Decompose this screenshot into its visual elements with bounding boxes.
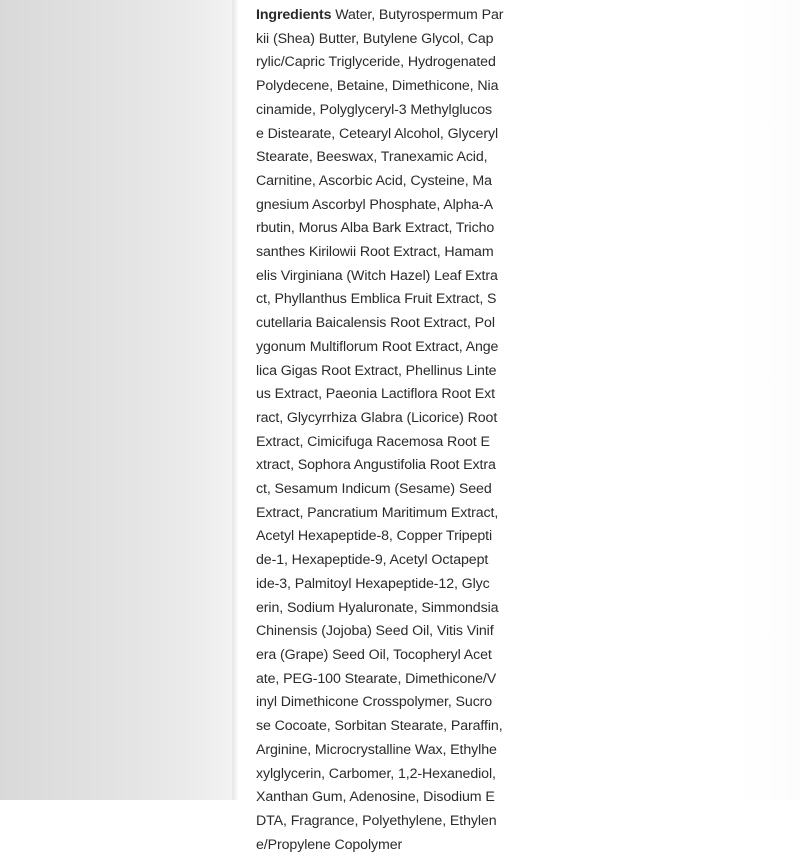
ingredients-line: DTA, Fragrance, Polyethylene, Ethylen xyxy=(256,812,497,829)
ingredients-line: rbutin, Morus Alba Bark Extract, Tricho xyxy=(256,220,495,237)
ingredients-line-text: Water, Butyrospermum Par xyxy=(331,7,504,23)
ingredients-list xyxy=(256,4,556,857)
ingredients-line: ygonum Multiflorum Root Extract, Ange xyxy=(256,338,499,355)
ingredients-line: era (Grape) Seed Oil, Tocopheryl Acet xyxy=(256,646,492,663)
ingredients-line: santhes Kirilowii Root Extract, Hamam xyxy=(256,244,494,261)
ingredients-line: ct, Sesamum Indicum (Sesame) Seed xyxy=(256,481,492,498)
ingredients-heading: Ingredients xyxy=(256,7,332,23)
ingredients-line: Xanthan Gum, Adenosine, Disodium E xyxy=(256,789,495,806)
ingredients-line: ide-3, Palmitoyl Hexapeptide-12, Glyc xyxy=(256,575,490,592)
ingredients-line: Arginine, Microcrystalline Wax, Ethylhe xyxy=(256,741,497,758)
ingredients-line: inyl Dimethicone Crosspolymer, Sucro xyxy=(256,694,493,711)
ingredients-line: de-1, Hexapeptide-9, Acetyl Octapept xyxy=(256,552,489,569)
ingredients-line: Stearate, Beeswax, Tranexamic Acid, xyxy=(256,149,488,166)
ingredients-line: elis Virginiana (Witch Hazel) Leaf Extra xyxy=(256,267,498,284)
ingredients-line: Chinensis (Jojoba) Seed Oil, Vitis Vinif xyxy=(256,623,494,640)
ingredients-line: Acetyl Hexapeptide-8, Copper Tripepti xyxy=(256,528,493,545)
ingredients-line: Polydecene, Betaine, Dimethicone, Nia xyxy=(256,78,499,95)
ingredients-line: xtract, Sophora Angustifolia Root Extra xyxy=(256,457,496,474)
ingredients-line: kii (Shea) Butter, Butylene Glycol, Cap xyxy=(256,30,494,47)
ingredients-line: Extract, Cimicifuga Racemosa Root E xyxy=(256,433,490,450)
ingredients-line: us Extract, Paeonia Lactiflora Root Ext xyxy=(256,386,495,403)
background-shadow xyxy=(0,0,236,800)
ingredients-line: Carnitine, Ascorbic Acid, Cysteine, Ma xyxy=(256,172,492,189)
ingredients-line: se Cocoate, Sorbitan Stearate, Paraffin, xyxy=(256,718,503,735)
ingredients-line xyxy=(256,4,556,28)
ingredients-line: rylic/Capric Triglyceride, Hydrogenated xyxy=(256,54,496,71)
ingredients-line: cutellaria Baicalensis Root Extract, Pol xyxy=(256,315,495,332)
ingredients-line: lica Gigas Root Extract, Phellinus Linte xyxy=(256,362,497,379)
ingredients-line: ate, PEG-100 Stearate, Dimethicone/V xyxy=(256,670,497,687)
ingredients-line: xylglycerin, Carbomer, 1,2-Hexanediol, xyxy=(256,765,496,782)
ingredients-line: gnesium Ascorbyl Phosphate, Alpha-A xyxy=(256,196,494,213)
ingredients-line: e/Propylene Copolymer xyxy=(256,836,403,853)
ingredients-line: Extract, Pancratium Maritimum Extract, xyxy=(256,504,499,521)
ingredients-line: erin, Sodium Hyaluronate, Simmondsia xyxy=(256,599,499,616)
ingredients-line: ract, Glycyrrhiza Glabra (Licorice) Root xyxy=(256,409,498,426)
ingredients-line: ct, Phyllanthus Emblica Fruit Extract, S xyxy=(256,291,497,308)
ingredients-line: e Distearate, Cetearyl Alcohol, Glyceryl xyxy=(256,125,499,142)
ingredients-line: cinamide, Polyglyceryl-3 Methylglucos xyxy=(256,101,493,118)
